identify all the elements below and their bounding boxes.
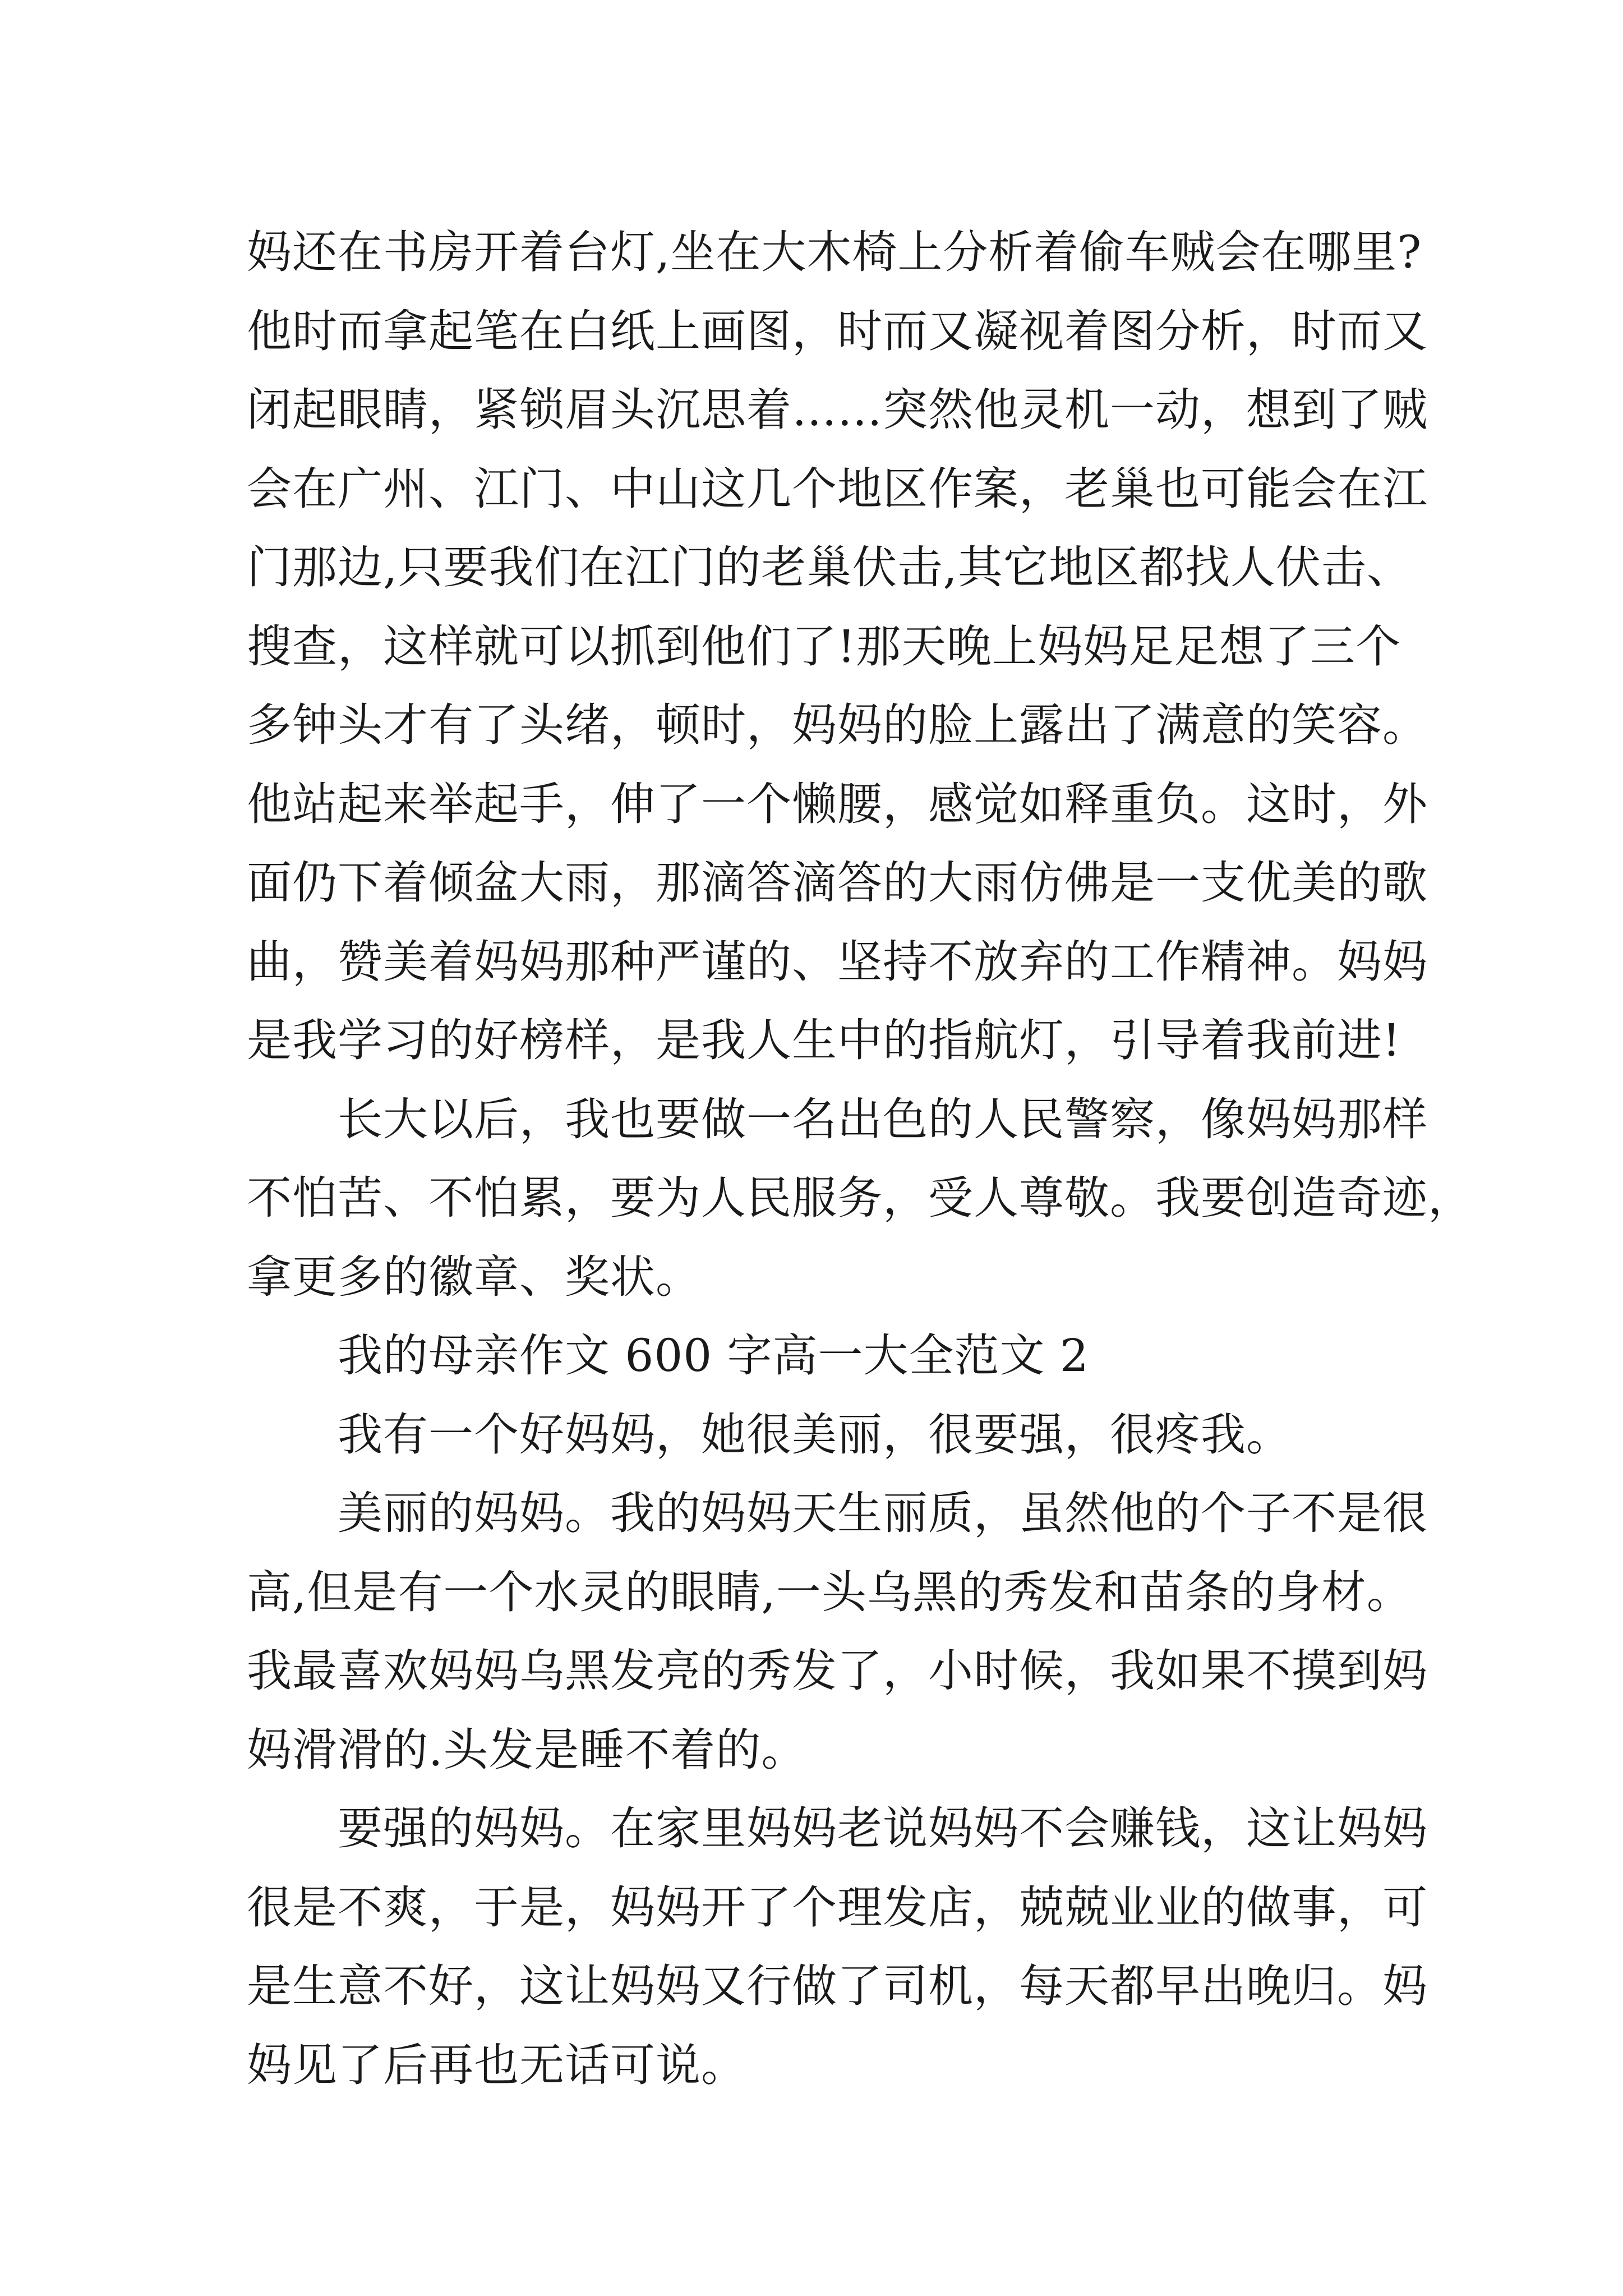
text-line: 门那边,只要我们在江门的老巢伏击,其它地区都找人伏击、 [247,541,1412,593]
paragraph-first-line: 美丽的妈妈。我的妈妈天生丽质，虽然他的个子不是很 [338,1487,1428,1539]
text-line: 会在广州、江门、中山这几个地区作案，老巢也可能会在江 [247,462,1428,515]
text-line: 是生意不好，这让妈妈又行做了司机，每天都早出晚归。妈 [247,1960,1428,2012]
body-text [247,213,1473,2105]
text-line: 妈还在书房开着台灯,坐在大木椅上分析着偷车贼会在哪里? [247,226,1422,278]
paragraph-first-line: 要强的妈妈。在家里妈妈老说妈妈不会赚钱，这让妈妈 [338,1802,1428,1855]
paragraph-first-line: 我有一个好妈妈，她很美丽，很要强，很疼我。 [338,1408,1292,1461]
text-line: 多钟头才有了头绪，顿时，妈妈的脸上露出了满意的笑容。 [247,699,1428,751]
text-line: 是我学习的好榜样，是我人生中的指航灯，引导着我前进! [247,1014,1401,1066]
text-line: 他时而拿起笔在白纸上画图，时而又凝视着图分析，时而又 [247,305,1428,357]
text-line: 他站起来举起手，伸了一个懒腰，感觉如释重负。这时，外 [247,777,1428,830]
text-line: 妈见了后再也无话可说。 [247,2039,746,2091]
text-line: 拿更多的徽章、奖状。 [247,1250,701,1303]
paragraph-first-line: 长大以后，我也要做一名出色的人民警察，像妈妈那样 [338,1093,1428,1145]
text-line: 妈滑滑的.头发是睡不着的。 [247,1723,807,1776]
text-line: 面仍下着倾盆大雨，那滴答滴答的大雨仿佛是一支优美的歌 [247,857,1428,909]
text-line: 曲，赞美着妈妈那种严谨的、坚持不放弃的工作精神。妈妈 [247,935,1428,988]
text-line: 很是不爽，于是，妈妈开了个理发店，兢兢业业的做事，可 [247,1881,1428,1934]
text-line: 闭起眼睛，紧锁眉头沉思着……突然他灵机一动，想到了贼 [247,384,1428,436]
text-line: 不怕苦、不怕累，要为人民服务，受人尊敬。我要创造奇迹， [247,1172,1473,1224]
text-line: 我最喜欢妈妈乌黑发亮的秀发了，小时候，我如果不摸到妈 [247,1645,1428,1697]
text-line: 搜查，这样就可以抓到他们了!那天晚上妈妈足足想了三个 [247,620,1401,673]
text-line: 高,但是有一个水灵的眼睛,一头乌黑的秀发和苗条的身材。 [247,1566,1412,1618]
section-title: 我的母亲作文 600 字高一大全范文 2 [338,1329,1089,1382]
